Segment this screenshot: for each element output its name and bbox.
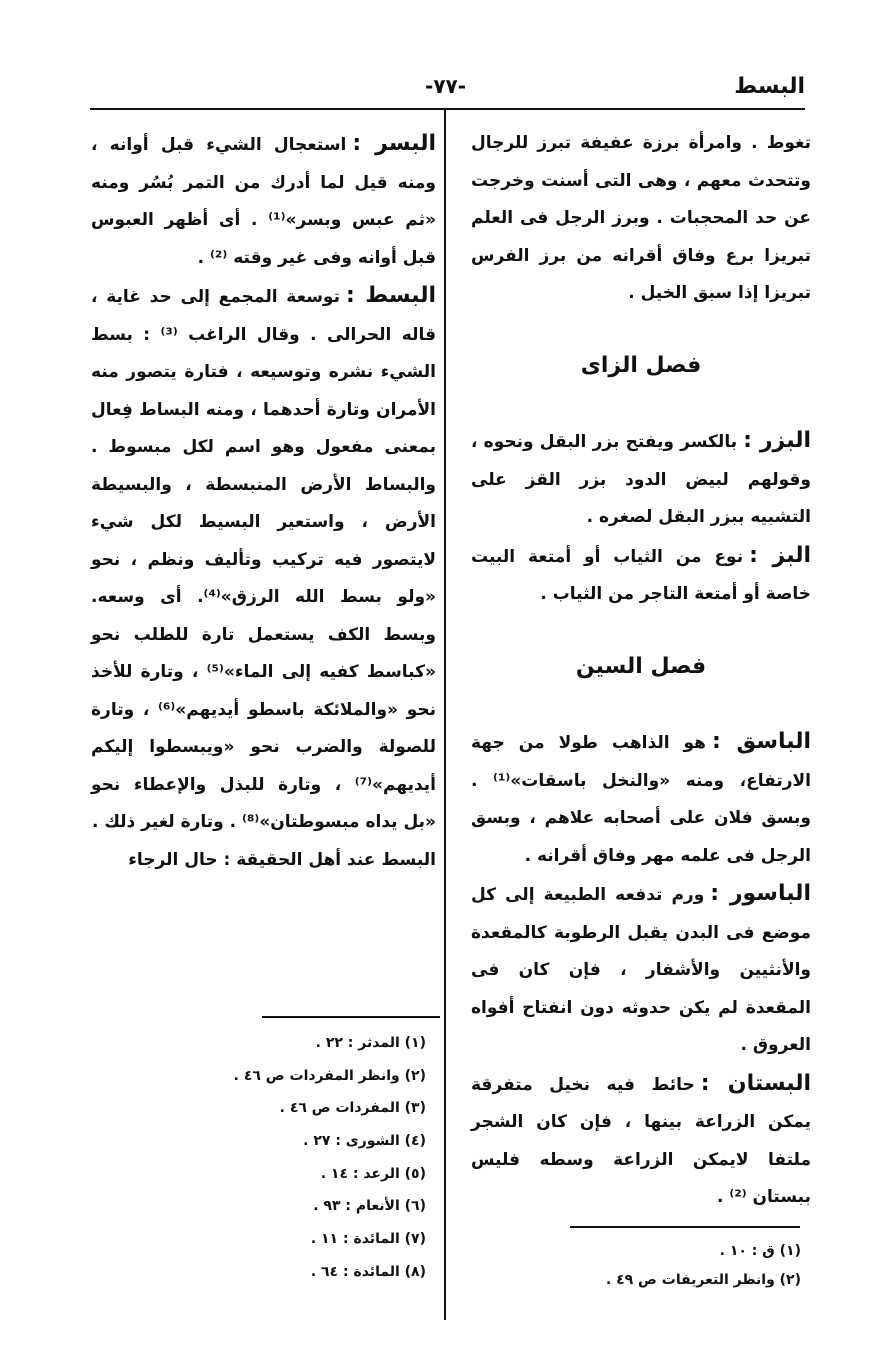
page-number: -٧٧- [425,74,467,98]
footnote: (٢) وانظر التعريفات ص ٤٩ . [605,1271,801,1288]
footnote: (١) ق : ١٠ . [719,1243,801,1259]
entry-text: هو الذاهب طولا من جهة الارتفاع، ومنه «والنخل باسقات»⁽¹⁾ . وبسق فلان على أصحابه علاهم ، وبسق الرجل فى علمه مهر وفاق أقرانه . [471,733,811,866]
footnote: (٨) المائدة : ٦٤ . [310,1263,426,1280]
footnote: (٣) المفردات ص ٤٦ . [279,1100,426,1117]
entry-text: حائط فيه نخيل متفرقة يمكن الزراعة بينها ، فإن كان الشجر ملتفا لايمكن الزراعة وسطه فليس ببستان ⁽²⁾ . [471,1074,811,1207]
footnote-rule-right [570,1226,800,1228]
footnote: (٢) وانظر المفردات ص ٤٦ . [233,1067,426,1084]
entry-term: الباسور : [710,881,811,906]
running-header-word: البسط [734,74,805,99]
entry-text: بالكسر ويفتح بزر البقل ونحوه ، وقولهم لبيض الدود بزر القز على التشبيه ببزر البقل لصغره . [471,432,811,527]
footnote: (٤) الشورى : ٢٧ . [303,1133,426,1150]
entry-text: ورم تدفعه الطبيعة إلى كل موضع فى البدن يقبل الرطوبة كالمقعدة والأنثيين والأشفار ، فإن كان فى المقعدة لم يكن حدوثه دون انفتاح أفواه العروق . [471,885,811,1055]
entry-basiq [471,723,811,875]
footnotes-right [606,1237,801,1294]
page-header [90,74,805,104]
entry-text: نوع من الثياب أو أمتعة البيت خاصة أو أمتعة التاجر من الثياب . [471,546,811,604]
footnote: (١) المدثر : ٢٢ . [315,1035,426,1051]
entry-term: البسر : [352,131,437,156]
entry-basr [91,125,436,277]
entry-basur [471,875,811,1065]
entry-text: توسعة المجمع إلى حد غاية ، قاله الحرالى . وقال الراغب ⁽³⁾ : بسط الشيء نشره وتوسيعه ، فتارة يتصور منه الأمران وتارة أحدهما ، ومنه البساط فِعال بمعنى مفعول وهو اسم لكل مبسوط . والبساط الأرض المنبسطة ، والبسيطة الأرض ، واستعير البسيط لكل شيء لايتصور فيه تركيب وتأليف ونظم ، نحو «ولو بسط الله الرزق»⁽⁴⁾. أى وسعه. وبسط الكف يستعمل تارة للطلب نحو «كباسط كفيه إلى الماء»⁽⁵⁾ ، وتارة للأخذ نحو «والملائكة باسطو أيديهم»⁽⁶⁾ ، وتارة للصولة والضرب نحو «ويبسطوا إليكم أيديهم»⁽⁷⁾ ، وتارة للبذل والإعطاء نحو «بل يداه مبسوطتان»⁽⁸⁾ . وتارة لغير ذلك . [91,287,437,832]
entry-text: استعجال الشيء قبل أوانه ، ومنه قيل لما أدرك من التمر بُسُر ومنه «ثم عبس وبسر»⁽¹⁾ . أى أظهر العبوس قبل أوانه وفى غير وقته ⁽²⁾ . [91,135,436,268]
footnote: (٦) الأنعام : ٩٣ . [313,1198,426,1215]
header-rule [90,108,805,110]
left-column [91,125,436,879]
footnotes-left [226,1027,426,1289]
entry-term: البسط : [345,283,436,308]
entry-term: البزر : [743,428,811,453]
entry-bazr [471,422,811,537]
footnote: (٥) الرعد : ١٤ . [320,1165,426,1182]
closing-line: البسط عند أهل الحقيقة : حال الرجاء [128,849,436,870]
right-column [471,125,811,1217]
entry-bast [91,277,436,842]
section-title-zay: فصل الزاى [580,352,702,378]
section-title-sin: فصل السين [575,653,707,679]
entry-term: البستان : [700,1070,811,1096]
entry-term: البز : [749,542,811,568]
entry-bazz [471,537,811,614]
entry-bustan [471,1065,811,1217]
footnote-rule-left [262,1016,440,1018]
column-divider [444,110,446,1320]
continued-paragraph: تغوط . وامرأة برزة عفيفة تبرز للرجال وتتحدث معهم ، وهى التى أسنت وخرجت عن حد المحجبات . وبرز الرجل فى العلم تبريزا برع وفاق أقرانه من برز الفرس تبريزا إذا سبق الخيل . [471,133,811,303]
footnote: (٧) المائدة : ١١ . [310,1231,426,1248]
entry-term: الباسق : [711,729,811,754]
